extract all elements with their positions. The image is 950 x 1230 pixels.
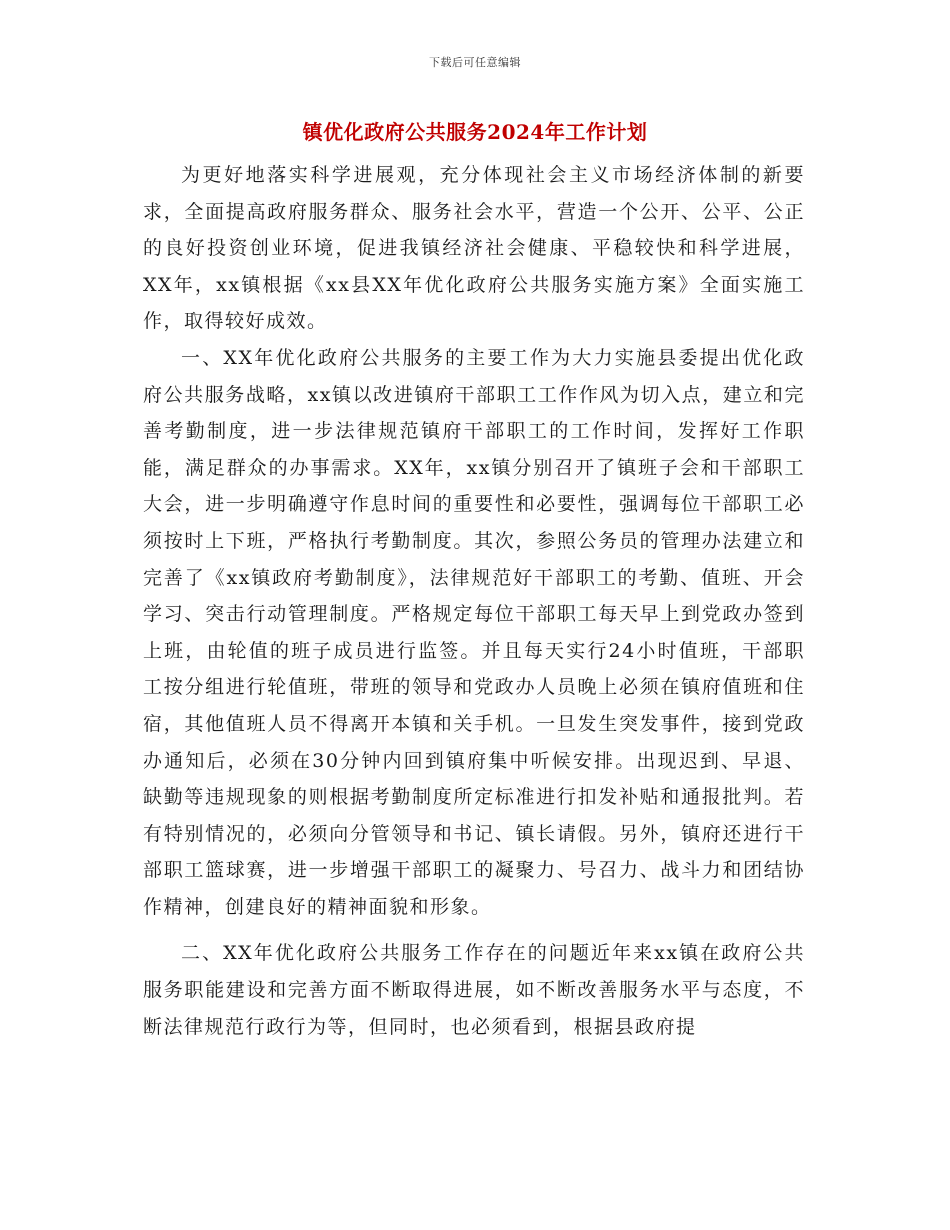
paragraph-section-two: 二、XX年优化政府公共服务工作存在的问题近年来xx镇在政府公共服务职能建设和完善方面不断取得进展，如不断改善服务水平与态度，不断法律规范行政行为等，但同时，也必须看到，根据县政府提 xyxy=(143,942,805,1038)
document-title: 镇优化政府公共服务2024年工作计划 xyxy=(302,120,648,144)
paragraph-section-one: 一、XX年优化政府公共服务的主要工作为大力实施县委提出优化政府公共服务战略，xx镇以改进镇府干部职工工作作风为切入点，建立和完善考勤制度，进一步法律规范镇府干部职工的工作时间，发挥好工作职能，满足群众的办事需求。XX年，xx镇分别召开了镇班子会和干部职工大会，进一步明确遵守作息时间的重要性和必要性，强调每位干部职工必须按时上下班，严格执行考勤制度。其次，参照公务员的管理办法建立和完善了《xx镇政府考勤制度》，法律规范好干部职工的考勤、值班、开会学习、突击行动管理制度。严格规定每位干部职工每天早上到党政办签到上班，由轮值的班子成员进行监签。并且每天实行24小时值班，干部职工按分组进行轮值班，带班的领导和党政办人员晚上必须在镇府值班和住宿，其他值班人员不得离开本镇和关手机。一旦发生突发事件，接到党政办通知后，必须在30分钟内回到镇府集中听候安排。出现迟到、早退、缺勤等违规现象的则根据考勤制度所定标准进行扣发补贴和通报批判。若有特别情况的，必须向分管领导和书记、镇长请假。另外，镇府还进行干部职工篮球赛，进一步增强干部职工的凝聚力、号召力、战斗力和团结协作精神，创建良好的精神面貌和形象。 xyxy=(143,346,805,918)
paragraph-intro: 为更好地落实科学进展观，充分体现社会主义市场经济体制的新要求，全面提高政府服务群众、服务社会水平，营造一个公开、公平、公正的良好投资创业环境，促进我镇经济社会健康、平稳较快和科学进展，XX年，xx镇根据《xx县XX年优化政府公共服务实施方案》全面实施工作，取得较好成效。 xyxy=(143,164,805,333)
document-body xyxy=(143,157,805,1045)
header-note: 下载后可任意编辑 xyxy=(429,56,521,69)
